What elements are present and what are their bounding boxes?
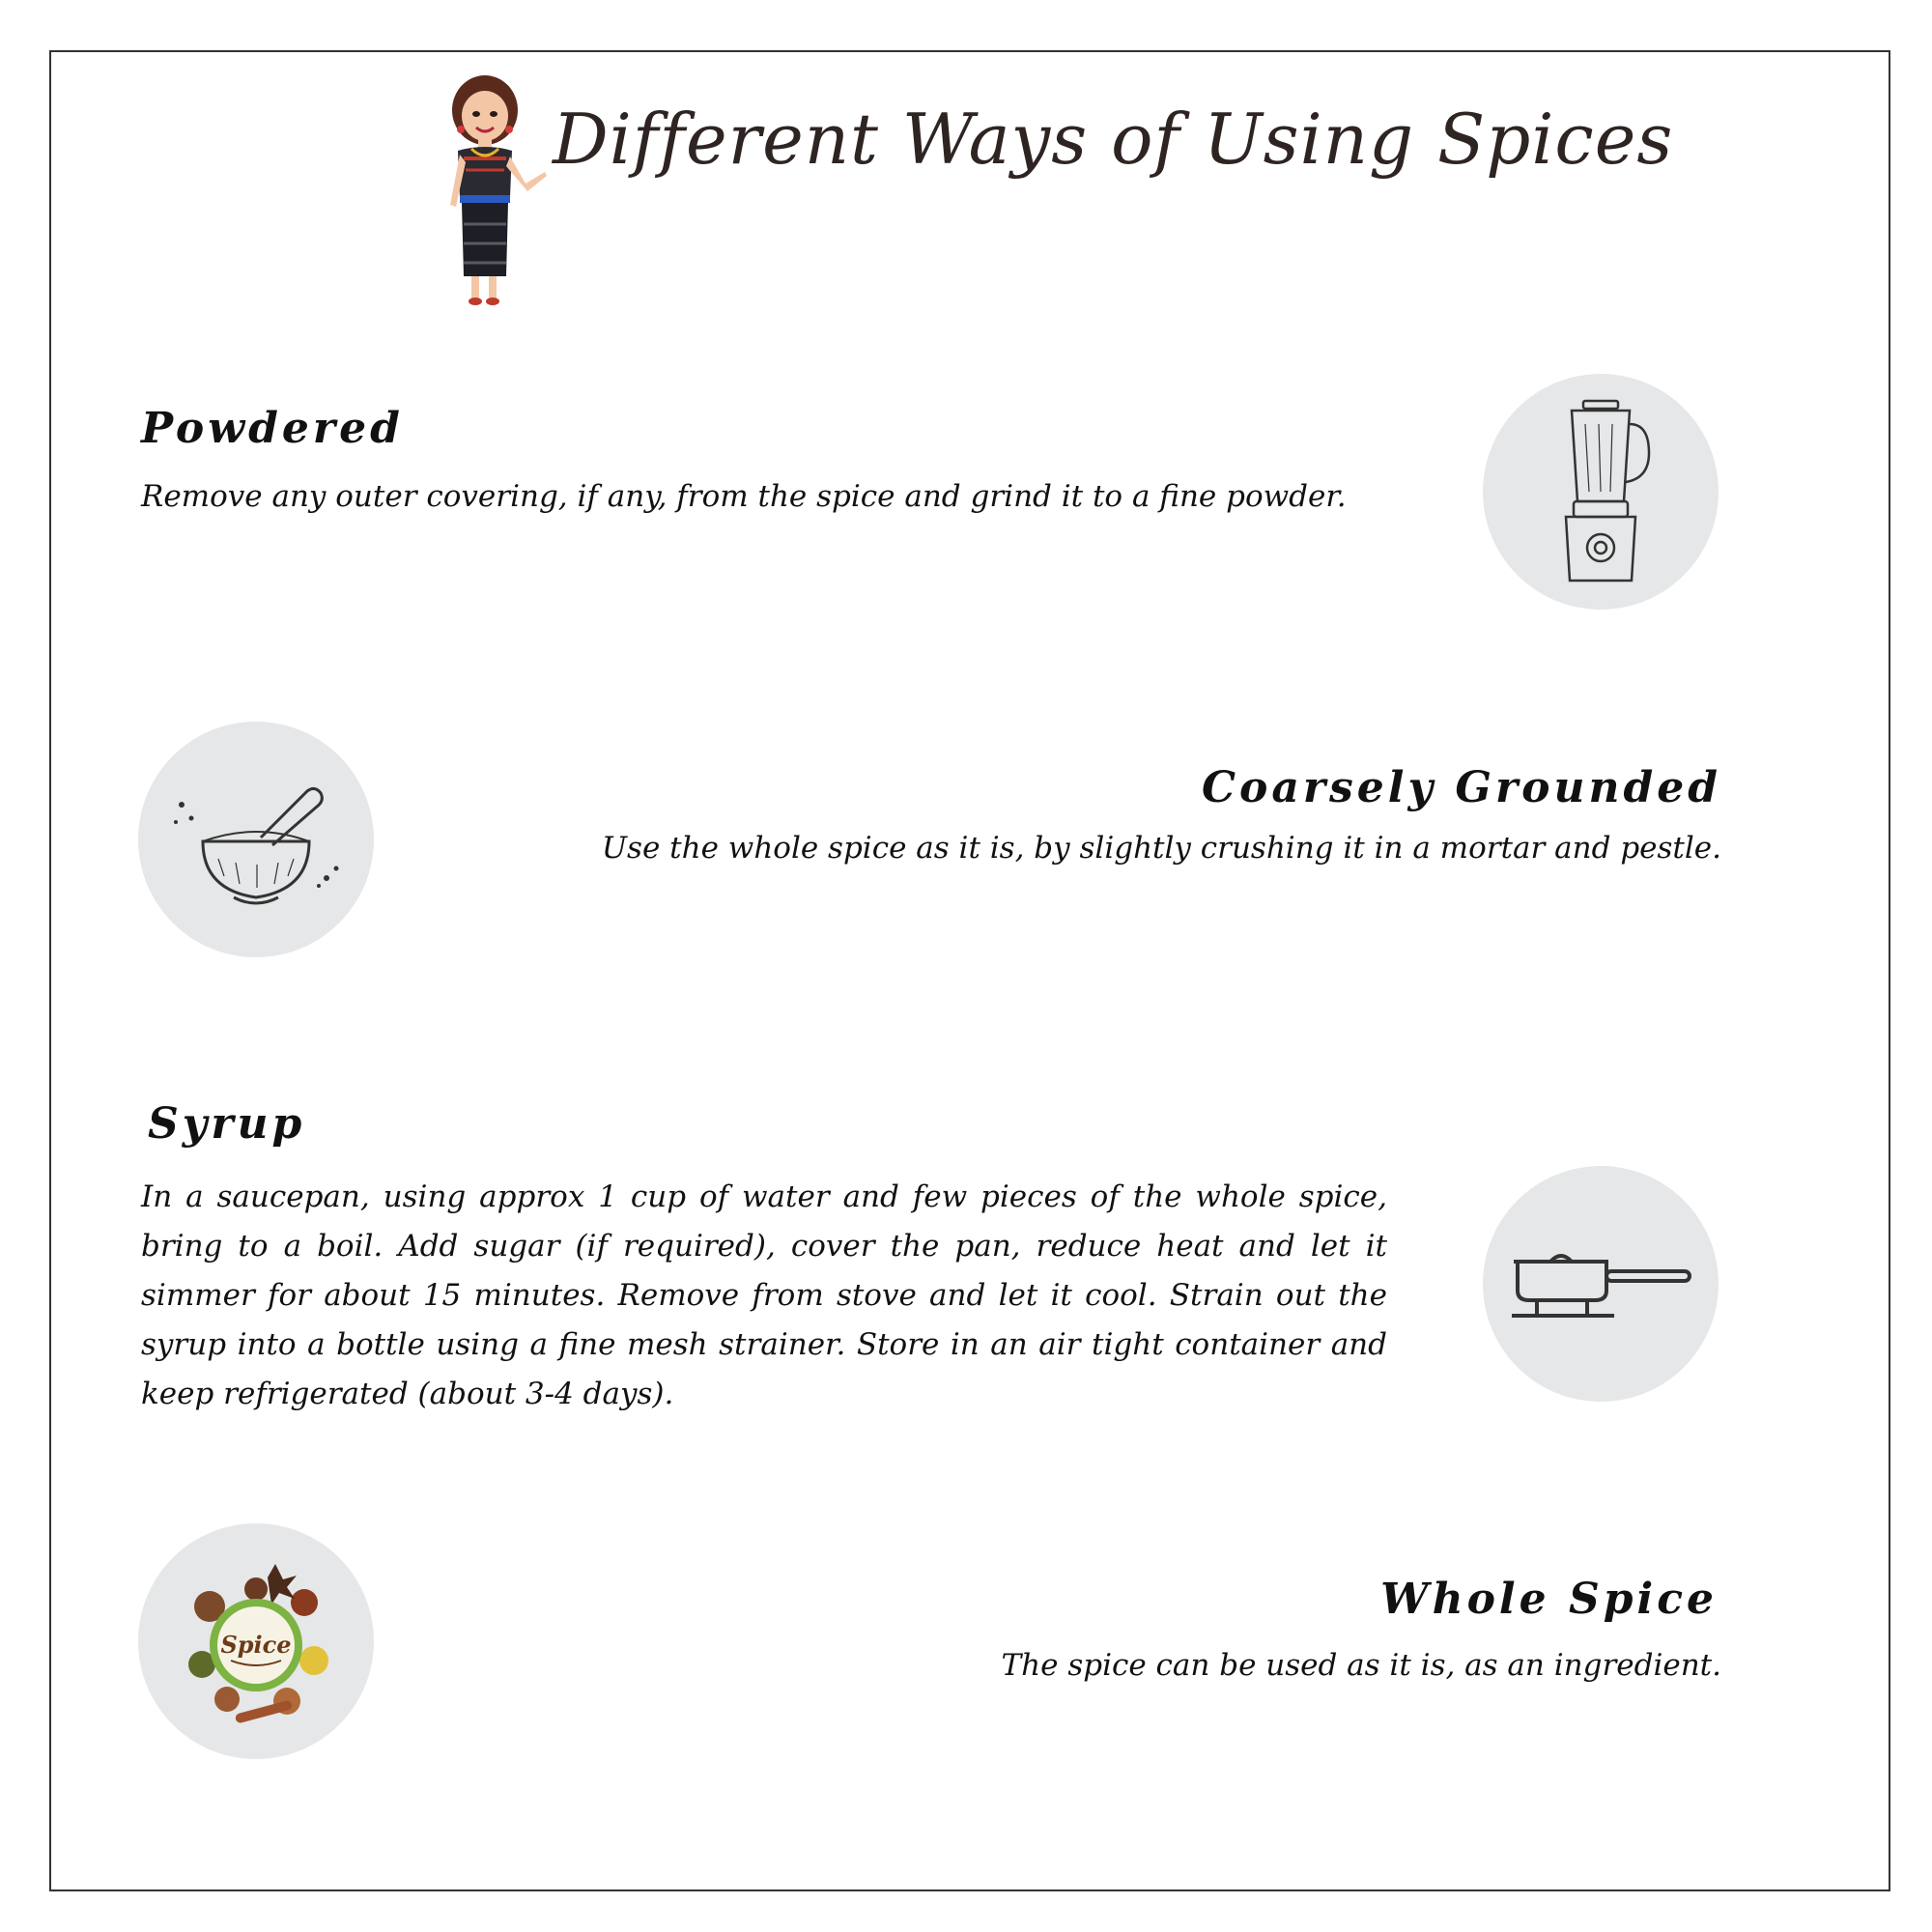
blender-icon — [1543, 395, 1659, 588]
syrup-description: In a saucepan, using approx 1 cup of water and few pieces of the whole spice, bring to a boil. Add sugar (if required), cover the pan, reduce heat and let it simmer for about 15 minutes. Remove from stove and let it cool. Strain out the syrup into a bottle using a fine mesh strainer. Store in an air tight container and keep refrigerated (about 3-4 days). — [141, 1179, 1387, 1411]
coarsely-grounded-heading: Coarsely Grounded — [1201, 763, 1721, 812]
spice-badge-icon — [159, 1545, 353, 1738]
spice-badge-label: Spice — [220, 1631, 292, 1659]
mortar-pestle-icon — [164, 762, 348, 917]
coarsely-grounded-description: Use the whole spice as it is, by slightly crushing it in a mortar and pestle. — [601, 831, 1721, 866]
page-title: Different Ways of Using Spices — [553, 99, 1674, 180]
powdered-heading: Powdered — [141, 404, 404, 453]
powdered-icon-circle — [1483, 374, 1719, 610]
whole-spice-heading: Whole Spice — [1380, 1575, 1718, 1624]
woman-mascot-icon — [425, 70, 551, 311]
syrup-heading: Syrup — [148, 1099, 306, 1149]
powdered-description: Remove any outer covering, if any, from the spice and grind it to a fine powder. — [141, 479, 1347, 514]
saucepan-icon — [1506, 1240, 1695, 1327]
whole-spice-icon-circle — [138, 1523, 374, 1759]
whole-spice-description: The spice can be used as it is, as an ingredient. — [1001, 1648, 1721, 1683]
syrup-icon-circle — [1483, 1166, 1719, 1402]
coarsely-grounded-icon-circle — [138, 722, 374, 957]
